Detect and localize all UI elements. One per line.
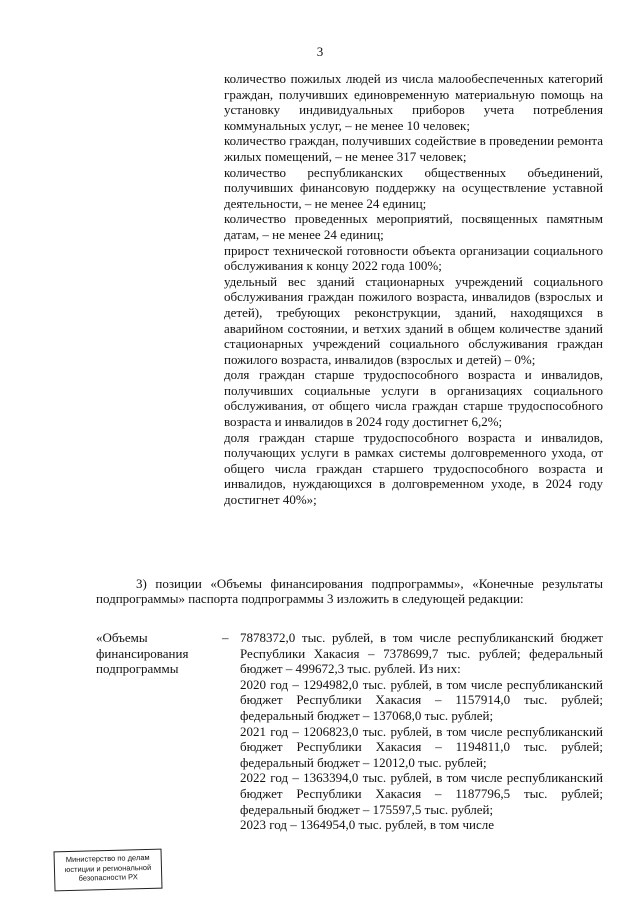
financing-label: «Объемы финансирования подпрограммы xyxy=(96,630,189,677)
stamp-line: безопасности РХ xyxy=(78,872,138,883)
results-list xyxy=(224,71,603,508)
stamp-line: юстиции и региональной xyxy=(64,862,152,874)
financing-text xyxy=(240,630,603,833)
financing-year: 2023 год – 1364954,0 тыс. рублей, в том числе xyxy=(240,817,494,833)
list-item: прирост технической готовности объекта организации социального обслуживания к концу 2022 года 100%; xyxy=(224,242,603,274)
list-item: доля граждан старше трудоспособного возраста и инвалидов, получивших социальные услуги в организациях социального обслуживания, от общего числа граждан старше трудоспособного возраста и инвалидов в 2024 году достигнет 6,2%; xyxy=(224,367,603,430)
list-item: количество республиканских общественных объединений, получивших финансовую поддержку на осуществление уставной деятельности, – не менее 24 единиц; xyxy=(224,164,603,211)
stamp-line: Министерство по делам xyxy=(65,852,150,865)
page-number: 3 xyxy=(316,44,324,59)
financing-year: 2021 год – 1206823,0 тыс. рублей, в том числе республиканский бюджет Республики Хакасия – 1194811,0 тыс. рублей; федеральный бюджет – 12012,0 тыс. рублей; xyxy=(240,723,603,770)
intro-paragraph: 3) позиции «Объемы финансирования подпрограммы», «Конечные результаты подпрограммы» паспорта подпрограммы 3 изложить в следующей редакции: xyxy=(96,576,603,607)
list-item: удельный вес зданий стационарных учреждений социального обслуживания граждан пожилого возраста, инвалидов (взрослых и детей), требующих реконструкции, зданий, находящихся в аварийном состоянии, и ветхих зданий в общем количестве зданий стационарных учреждений социального обслуживания граждан пожилого возраста, инвалидов (взрослых и детей) – 0%; xyxy=(224,273,603,367)
financing-year: 2022 год – 1363394,0 тыс. рублей, в том числе республиканский бюджет Республики Хакасия – 1187796,5 тыс. рублей; федеральный бюджет – 175597,5 тыс. рублей; xyxy=(240,770,603,817)
ministry-stamp xyxy=(53,849,162,892)
list-item: количество граждан, получивших содействие в проведении ремонта жилых помещений, – не менее 317 человек; xyxy=(224,133,603,164)
financing-summary: 7878372,0 тыс. рублей, в том числе республиканский бюджет Республики Хакасия – 7378699,7 тыс. рублей; федеральный бюджет – 499672,3 тыс. рублей. Из них: xyxy=(240,630,603,677)
list-item: доля граждан старше трудоспособного возраста и инвалидов, получающих услуги в рамках системы долговременного ухода, от общего числа граждан старшего трудоспособного возраста и инвалидов, нуждающихся в долговременном уходе, в 2024 году достигнет 40%»; xyxy=(224,429,603,508)
list-item: количество пожилых людей из числа малообеспеченных категорий граждан, получивших единовременную материальную помощь на установку индивидуальных приборов учета потребления коммунальных услуг, – не менее 10 человек; xyxy=(224,71,603,133)
list-item: количество проведенных мероприятий, посвященных памятным датам, – не менее 24 единиц; xyxy=(224,211,603,242)
financing-dash: – xyxy=(222,630,229,645)
financing-year: 2020 год – 1294982,0 тыс. рублей, в том числе республиканский бюджет Республики Хакасия – 1157914,0 тыс. рублей; федеральный бюджет – 137068,0 тыс. рублей; xyxy=(240,676,603,723)
